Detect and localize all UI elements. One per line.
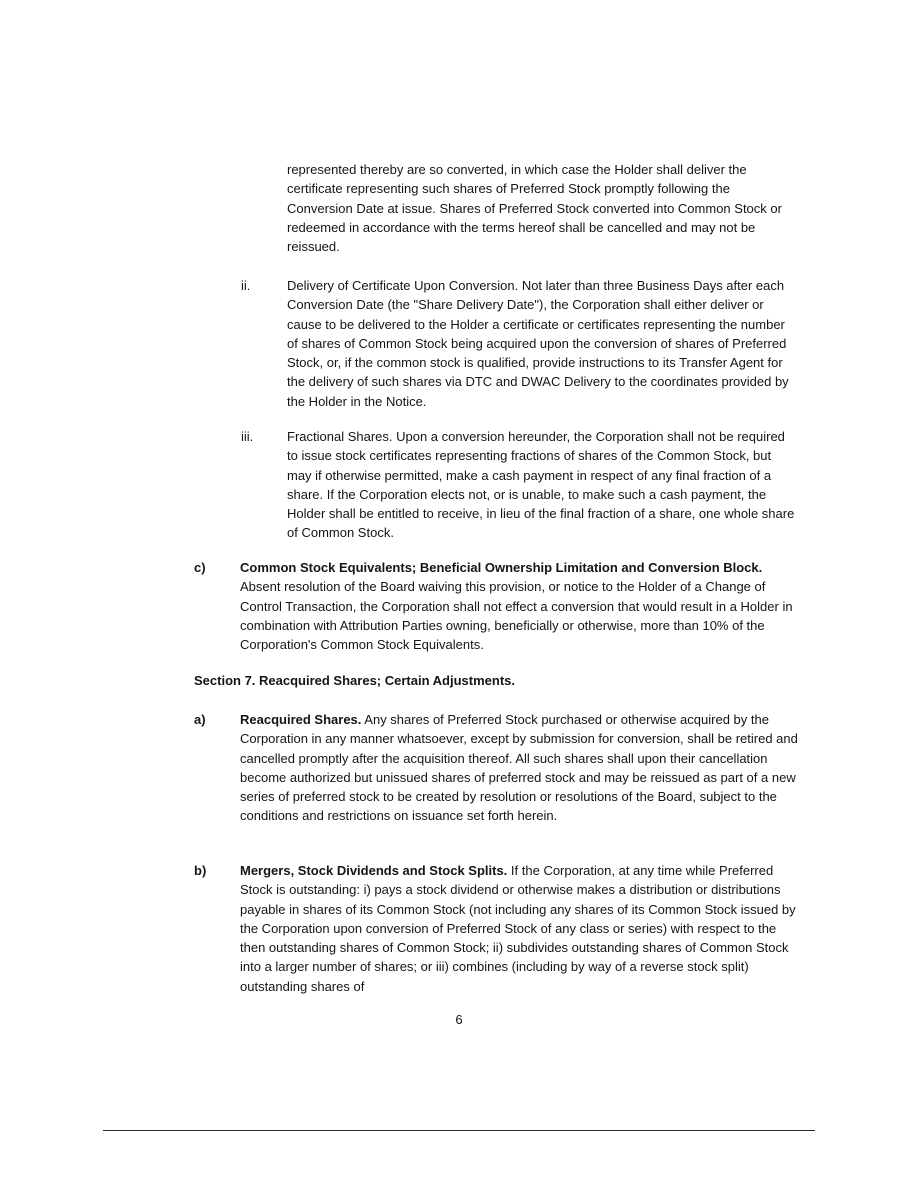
- item-b-body: If the Corporation, at any time while Preferred Stock is outstanding: i) pays a stock dividend or otherwise makes a distribution or distributions payable in shares of its Common Stock (not including any shares of its Common Stock issued by the Corporation upon conversion of Preferred Stock of any class or series) with respect to the then outstanding shares of Common Stock; ii) subdivides outstanding shares of Common Stock into a larger number of shares; or iii) combines (including by way of a reverse stock split) outstanding shares of: [240, 863, 796, 994]
- item-a-body: Any shares of Preferred Stock purchased or otherwise acquired by the Corporation in any manner whatsoever, except by submission for conversion, shall be retired and cancelled promptly after the acquisition thereof. All such shares shall upon their cancellation become authorized but unissued shares of preferred stock and may be reissued as part of a new series of preferred stock to be created by resolution or resolutions of the Board, subject to the conditions and restrictions on issuance set forth herein.: [240, 712, 798, 824]
- subitem-delivery-of-certificate: Delivery of Certificate Upon Conversion. Not later than three Business Days after each Conversion Date (the "Share Delivery Date"), the Corporation shall either deliver or cause to be delivered to the Holder a certificate or certificates representing the number of shares of Common Stock being acquired upon the conversion of shares of Preferred Stock, or, if the common stock is qualified, provide instructions to its Transfer Agent for the delivery of such shares via DTC and DWAC Delivery to the coordinates provided by the Holder in the Notice.: [287, 278, 789, 409]
- item-label-b: b): [194, 863, 207, 878]
- section-7-title: Section 7. Reacquired Shares; Certain Adjustments.: [194, 673, 515, 688]
- subitem-fractional-shares: Fractional Shares. Upon a conversion hereunder, the Corporation shall not be required to issue stock certificates representing fractions of shares of the Common Stock, but may if otherwise permitted, make a cash payment in respect of any final fraction of a share. If the Corporation elects not, or is unable, to make such a cash payment, the Holder shall be entitled to receive, in lieu of the final fraction of a share, one whole share of Common Stock.: [287, 429, 795, 541]
- continuation-paragraph: represented thereby are so converted, in which case the Holder shall deliver the certificate representing such shares of Preferred Stock promptly following the Conversion Date at issue. Shares of Preferred Stock converted into Common Stock or redeemed in accordance with the terms hereof shall be cancelled and may not be reissued.: [287, 162, 782, 255]
- item-c-body: Absent resolution of the Board waiving this provision, or notice to the Holder of a Change of Control Transaction, the Corporation shall not effect a conversion that would result in a Holder in combination with Attribution Parties owning, beneficially or otherwise, more than 10% of the Corporation's Common Stock Equivalents.: [240, 579, 793, 653]
- page-number: 6: [455, 1012, 463, 1027]
- item-a-heading: Reacquired Shares.: [240, 712, 362, 727]
- footer-divider: [103, 1130, 815, 1131]
- item-mergers-stock-dividends: [240, 861, 800, 996]
- item-label-a: a): [194, 712, 206, 727]
- item-b-heading: Mergers, Stock Dividends and Stock Splits.: [240, 863, 508, 878]
- item-c-heading: Common Stock Equivalents; Beneficial Ownership Limitation and Conversion Block.: [240, 560, 763, 575]
- item-reacquired-shares: [240, 710, 800, 826]
- subitem-label-ii: ii.: [241, 278, 251, 293]
- item-label-c: c): [194, 560, 206, 575]
- subitem-label-iii: iii.: [241, 429, 254, 444]
- item-common-stock-equivalents: [240, 558, 800, 654]
